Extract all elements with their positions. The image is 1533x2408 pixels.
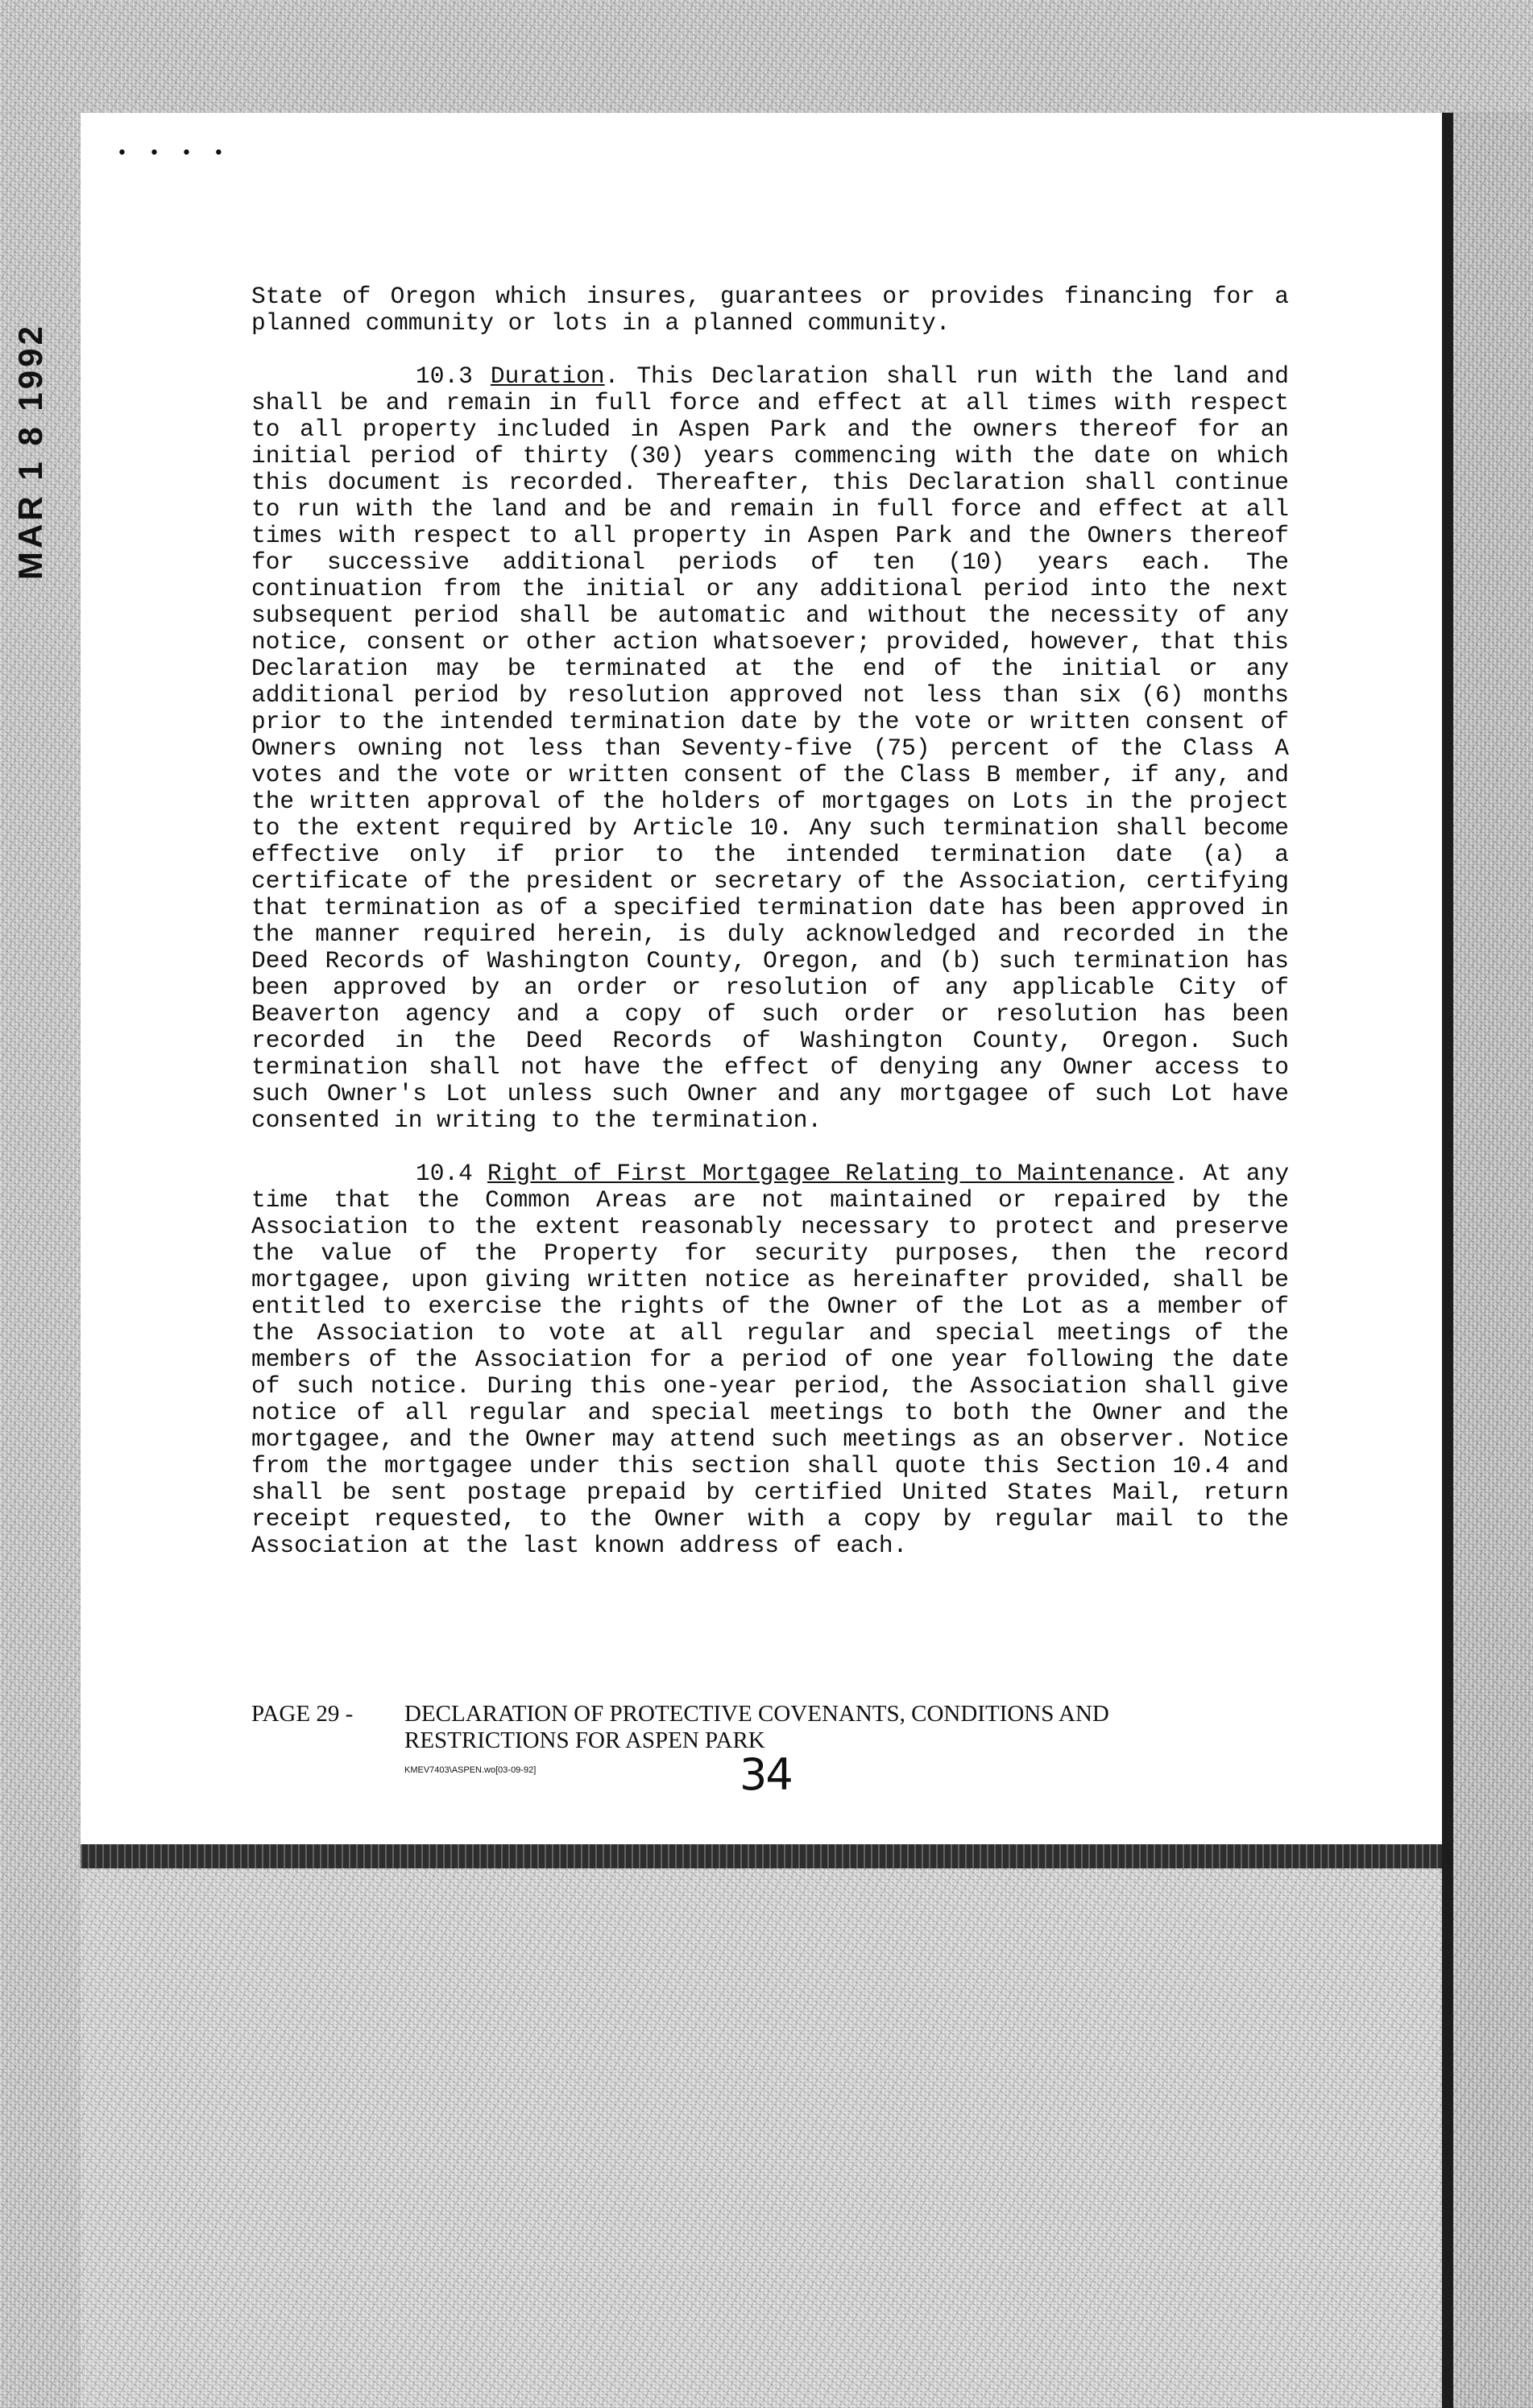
recording-date-stamp: MAR 1 8 1992: [11, 323, 49, 580]
scan-noise-top: [0, 0, 1533, 113]
section-10-4: 10.4 Right of First Mortgagee Relating to Maintenance. At any time that the Common Areas are not maintained or repaired by the Association to the extent reasonably necessary to protect and preserve the value of the Property for security purposes, then the record mortgagee, upon giving written notice as hereinafter provided, shall be entitled to exercise the rights of the Owner of the Lot as a member of the Association to vote at all regular and special meetings of the members of the Association for a period of one year following the date of such notice. During this one-year period, the Association shall give notice of all regular and special meetings to both the Owner and the mortgagee, and the Owner may attend such meetings as an observer. Notice from the mortgagee under this section shall quote this Section 10.4 and shall be sent postage prepaid by certified United States Mail, return receipt requested, to the Owner with a copy by regular mail to the Association at the last known address of each.: [251, 1160, 1290, 1559]
page-label: PAGE 29 -: [251, 1701, 354, 1727]
scan-noise-bottom: [81, 1844, 1446, 2408]
footer-title-line2: RESTRICTIONS FOR ASPEN PARK: [404, 1727, 765, 1753]
scan-edge-right: [1442, 113, 1453, 2408]
section-10-3-body: This Declaration shall run with the land and shall be and remain in full force and effect at all times with respect to all property included in Aspen Park and the owners thereof for an initial period of thirty (30) years commencing with the date on which this document is recorded. Thereafter, this Declaration shall continue to run with the land and be and remain in full force and effect at all times with respect to all property in Aspen Park and the Owners thereof for successive additional periods of ten (10) years each. The continuation from the initial or any additional period into the next subsequent period shall be automatic and without the necessity of any notice, consent or other action whatsoever; provided, however, that this Declaration may be terminated at the end of the initial or any additional period by resolution approved not less than six (6) months prior to the intended termination date by the vote or written consent of Owners owning not less than Seventy-five (75) percent of the Class A votes and the vote or written consent of the Class B member, if any, and the written approval of the holders of mortgages on Lots in the project to the extent required by Article 10. Any such termination shall become effective only if prior to the intended termination date (a) a certificate of the president or secretary of the Association, certifying that termination as of a specified termination date has been approved in the manner required herein, is duly acknowledged and recorded in the Deed Records of Washington County, Oregon, and (b) such termination has been approved by an order or resolution of any applicable City of Beaverton agency and a copy of such order or resolution has been recorded in the Deed Records of Washington County, Oregon. Such termination shall not have the effect of denying any Owner access to such Owner's Lot unless such Owner and any mortgagee of such Lot have consented in writing to the termination.: [251, 362, 1289, 1134]
section-10-3: 10.3 Duration. This Declaration shall run with the land and shall be and remain in full force and effect at all times with respect to all property included in Aspen Park and the owners thereof for an initial period of thirty (30) years commencing with the date on which this document is recorded. Thereafter, this Declaration shall continue to run with the land and be and remain in full force and effect at all times with respect to all property in Aspen Park and the Owners thereof for successive additional periods of ten (10) years each. The continuation from the initial or any additional period into the next subsequent period shall be automatic and without the necessity of any notice, consent or other action whatsoever; provided, however, that this Declaration may be terminated at the end of the initial or any additional period by resolution approved not less than six (6) months prior to the intended termination date by the vote or written consent of Owners owning not less than Seventy-five (75) percent of the Class A votes and the vote or written consent of the Class B member, if any, and the written approval of the holders of mortgages on Lots in the project to the extent required by Article 10. Any such termination shall become effective only if prior to the intended termination date (a) a certificate of the president or secretary of the Association, certifying that termination as of a specified termination date has been approved in the manner required herein, is duly acknowledged and recorded in the Deed Records of Washington County, Oregon, and (b) such termination has been approved by an order or resolution of any applicable City of Beaverton agency and a copy of such order or resolution has been recorded in the Deed Records of Washington County, Oregon. Such termination shall not have the effect of denying any Owner access to such Owner's Lot unless such Owner and any mortgagee of such Lot have consented in writing to the termination.: [251, 362, 1289, 1134]
section-10-4-heading: Right of First Mortgagee Relating to Maintenance: [487, 1160, 1175, 1187]
scan-noise-right: [1446, 113, 1533, 2408]
page-footer: [251, 1701, 1289, 1754]
section-10-3-number: 10.3: [416, 362, 473, 390]
footer-title-line1: DECLARATION OF PROTECTIVE COVENANTS, CONDITIONS AND: [404, 1701, 1109, 1727]
document-reference: KMEV7403\ASPEN.wo[03-09-92]: [404, 1765, 537, 1775]
section-10-4-body: At any time that the Common Areas are not maintained or repaired by the Association to the extent reasonably necessary to protect and preserve the value of the Property for security purposes, then the record mortgagee, upon giving written notice as hereinafter provided, shall be entitled to exercise the rights of the Owner of the Lot as a member of the Association to vote at all regular and special meetings of the members of the Association for a period of one year following the date of such notice. During this one-year period, the Association shall give notice of all regular and special meetings to both the Owner and the mortgagee, and the Owner may attend such meetings as an observer. Notice from the mortgagee under this section shall quote this Section 10.4 and shall be sent postage prepaid by certified United States Mail, return receipt requested, to the Owner with a copy by regular mail to the Association at the last known address of each.: [251, 1160, 1290, 1559]
intro-paragraph: State of Oregon which insures, guarantees or provides financing for a planned community or lots in a planned community.: [251, 283, 1289, 337]
document-body: [251, 283, 1289, 1559]
scan-edge-bottom: [81, 1844, 1446, 1868]
section-10-4-number: 10.4: [416, 1160, 473, 1187]
handwritten-page-number: 34: [740, 1749, 792, 1800]
punch-marks: • • • •: [117, 143, 232, 163]
section-10-3-heading: Duration: [490, 362, 605, 390]
